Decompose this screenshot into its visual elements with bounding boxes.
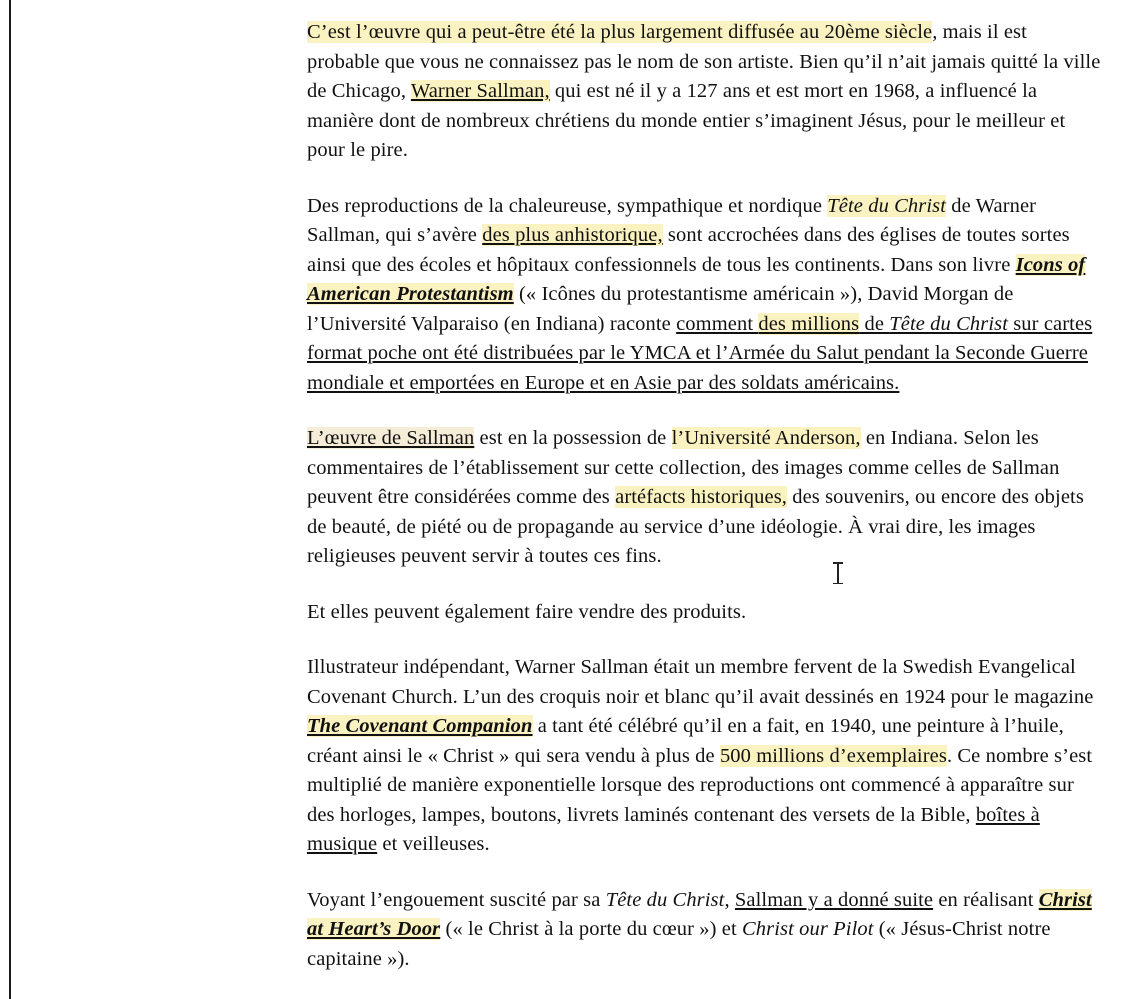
paragraph-1: [307, 18, 1102, 166]
text-run: comment: [676, 312, 759, 335]
text-run: Voyant l’engouement suscité par sa: [307, 888, 606, 911]
paragraph-4: [307, 598, 1102, 628]
paragraph-6: [307, 886, 1102, 975]
text-run: Sallman y a donné suite: [734, 888, 934, 911]
text-run: de: [859, 312, 890, 335]
text-run: ,: [724, 888, 735, 911]
paragraph-2: [307, 192, 1102, 399]
text-run: , mais il est probable que vous ne connaissez pas le nom de son artiste. Bien qu’il n’ait jamais quitté la ville de Chicago,: [307, 21, 1101, 102]
text-run: Tête du Christ: [827, 194, 947, 217]
text-run: Tête du Christ: [889, 312, 1008, 335]
text-run: et veilleuses.: [377, 833, 490, 855]
text-run: Christ our Pilot: [742, 918, 874, 940]
text-run: Christ at Heart’s Door: [307, 888, 1092, 940]
text-run: artéfacts historiques,: [615, 486, 788, 508]
text-run: est en la possession de: [474, 427, 672, 449]
text-run: sont accrochées dans des églises de toutes sortes ainsi que des écoles et hôpitaux confessionnels de tous les continents. Dans son livre: [307, 224, 1070, 276]
document-body: [307, 18, 1102, 974]
text-run: Warner Sallman,: [410, 80, 550, 102]
text-run: des millions: [758, 312, 860, 335]
text-run: (« Icônes du protestantisme américain »), David Morgan de l’Université Valparaiso (en Indiana) raconte: [307, 283, 1014, 335]
text-run: l’Université Anderson,: [671, 427, 861, 449]
text-run: Des reproductions de la chaleureuse, sympathique et nordique: [307, 194, 828, 217]
text-run: (« Jésus-Christ notre capitaine »).: [307, 918, 1051, 970]
text-run: qui est né il y a 127 ans et est mort en 1968, a influencé la manière dont de nombreux chrétiens du monde entier s’imaginent Jésus, pour le meilleur et pour le pire.: [307, 80, 1066, 161]
text-run: a tant été célébré qu’il en a fait, en 1940, une peinture à l’huile, créant ainsi le « Christ » qui sera vendu à plus de: [307, 715, 1064, 767]
text-run: 500 millions d’exemplaires: [719, 744, 947, 767]
text-run: sur cartes format poche ont été distribuées par le YMCA et l’Armée du Salut pendant la Seconde Guerre mondiale et emportées en Europe et en Asie par des soldats américains.: [307, 312, 1093, 394]
text-run: . Ce nombre s’est multiplié de manière exponentielle lorsque des reproductions ont commencé à apparaître sur des horloges, lampes, boutons, livrets laminés contenant des versets de la Bible,: [307, 744, 1093, 826]
text-run: L’œuvre de Sallman: [307, 427, 475, 449]
text-run: C’est l’œuvre qui a peut-être été la plus largement diffusée au 20ème siècle: [307, 21, 933, 43]
text-run: (« le Christ à la porte du cœur ») et: [440, 918, 743, 940]
text-run: The Covenant Companion: [307, 715, 533, 737]
text-run: de Warner Sallman, qui s’avère: [307, 194, 1037, 246]
text-run: en réalisant: [933, 888, 1039, 911]
paragraph-5: [307, 653, 1102, 860]
text-run: boîtes à musique: [307, 803, 1040, 855]
page-margin-rule: [9, 0, 11, 999]
text-run: Illustrateur indépendant, Warner Sallman était un membre fervent de la Swedish Evangelical Covenant Church. L’un des croquis noir et blanc qu’il avait dessinés en 1924 pour le magazine: [307, 656, 1094, 708]
text-run: des plus anhistorique,: [482, 224, 663, 246]
paragraph-3: [307, 424, 1102, 572]
text-run: en Indiana. Selon les commentaires de l’établissement sur cette collection, des images comme celles de Sallman peuvent être considérées comme des: [307, 427, 1060, 508]
text-run: Et elles peuvent également faire vendre des produits.: [307, 600, 747, 623]
text-run: Tête du Christ: [605, 888, 725, 911]
text-run: Icons of American Protestantism: [307, 253, 1086, 305]
text-run: des souvenirs, ou encore des objets de beauté, de piété ou de propagande au service d’une idéologie. À vrai dire, les images religieuses peuvent servir à toutes ces fins.: [307, 486, 1084, 567]
